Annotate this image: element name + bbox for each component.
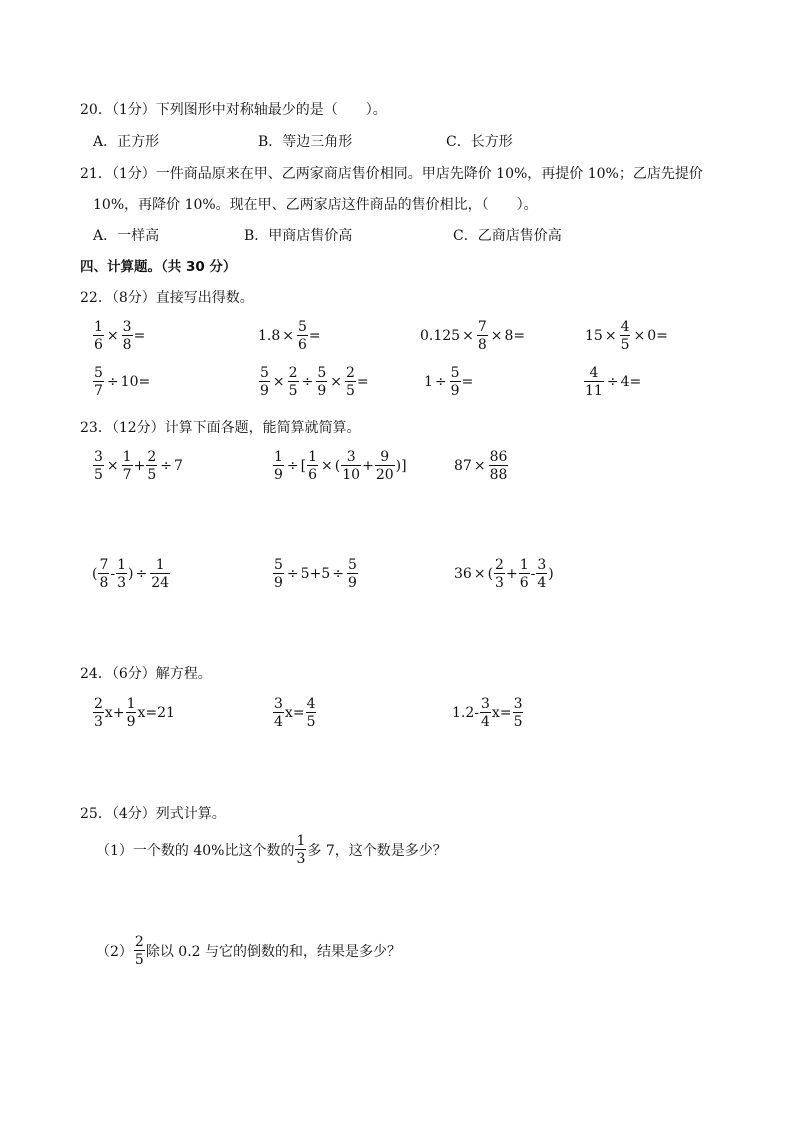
- denominator: 8: [477, 337, 487, 353]
- q20-option-c: C．长方形: [446, 134, 513, 150]
- fraction: [288, 366, 299, 398]
- numerator: 5: [260, 365, 269, 381]
- q22-expr-6: $\frac{5}{9}$ × $\frac{2}{5}$ ÷ $\frac{5}{9}$ × $\frac{2}{5}$ =: [260, 365, 369, 399]
- denominator: 8: [122, 337, 132, 353]
- fraction: [450, 366, 461, 398]
- q22-expr-5: $\frac{5}{7}$ ÷ 10 =: [94, 365, 151, 399]
- q24-equation-1: [92, 697, 175, 729]
- numerator: 7: [99, 557, 109, 573]
- numerator: 1: [117, 557, 127, 573]
- numerator: 2: [134, 934, 144, 950]
- numerator: 3: [94, 449, 103, 465]
- q24-equation-3: [452, 697, 524, 729]
- q20-stem: 20．（1分）下列图形中对称轴最少的是（ ）。: [80, 102, 387, 118]
- equals: =: [461, 374, 474, 390]
- q23-stem: 23．（12分）计算下面各题，能简算就简算。: [80, 420, 361, 436]
- numerator: 3: [537, 557, 547, 573]
- fraction: [150, 558, 170, 590]
- equals: =: [356, 374, 369, 390]
- numerator: 2: [288, 365, 298, 381]
- numerator: 1: [519, 557, 529, 573]
- text: （2）: [96, 944, 133, 960]
- denominator: 9: [347, 575, 357, 591]
- fraction: [122, 450, 133, 482]
- denominator: 11: [585, 383, 603, 399]
- denominator: 88: [489, 467, 508, 483]
- denominator: 3: [117, 575, 127, 591]
- denominator: 7: [94, 383, 103, 399]
- denominator: 9: [274, 467, 283, 483]
- fraction: [273, 450, 284, 482]
- q22-expr-8: $\frac{4}{11}$ ÷ 4 =: [585, 365, 642, 399]
- numerator: 5: [274, 557, 283, 573]
- denominator: 9: [274, 575, 283, 591]
- equals: =: [133, 328, 146, 344]
- fraction: [316, 366, 327, 398]
- fraction: [273, 558, 284, 590]
- fraction: [584, 366, 604, 398]
- fraction: [134, 935, 145, 967]
- fraction: [297, 320, 308, 352]
- fraction: [259, 366, 270, 398]
- term: x+: [104, 705, 125, 721]
- fraction: [536, 558, 547, 590]
- denominator: 5: [620, 337, 630, 353]
- number: 5+5: [300, 566, 331, 582]
- numerator: 2: [147, 449, 157, 465]
- fraction: [307, 450, 318, 482]
- denominator: 5: [345, 383, 355, 399]
- section-4-heading: 四、计算题。（共 30 分）: [80, 259, 237, 275]
- q22-expr-2: 1.8 × $\frac{5}{6}$ =: [258, 319, 321, 353]
- fraction: [620, 320, 631, 352]
- equals: =: [308, 328, 321, 344]
- denominator: 20: [375, 467, 394, 483]
- numerator: 3: [513, 696, 523, 712]
- numerator: 3: [274, 696, 283, 712]
- fraction: [494, 558, 505, 590]
- equals: =: [656, 328, 668, 344]
- denominator: 8: [99, 575, 109, 591]
- q23-expr-1: $\frac{3}{5}$ × $\frac{1}{7}$ + $\frac{2}{5}$ ÷ 7: [94, 449, 183, 483]
- fraction: [93, 320, 104, 352]
- number: 4: [620, 374, 630, 390]
- fraction: [513, 697, 524, 729]
- term: x=: [491, 705, 512, 721]
- numerator: 5: [450, 365, 460, 381]
- q22-stem: 22．（8分）直接写出得数。: [80, 290, 254, 306]
- numerator: 7: [477, 319, 487, 335]
- q24-stem: 24．（6分）解方程。: [80, 666, 212, 682]
- number: 7: [173, 458, 183, 474]
- fraction: [519, 558, 530, 590]
- number: 0.125: [420, 328, 461, 344]
- denominator: 10: [342, 467, 361, 483]
- denominator: 9: [126, 714, 136, 730]
- denominator: 4: [274, 714, 283, 730]
- text: 除以 0.2 与它的倒数的和，结果是多少？: [145, 944, 402, 960]
- equals: =: [513, 328, 526, 344]
- q25-part-2: [96, 935, 401, 967]
- numerator: 1: [126, 696, 136, 712]
- numerator: 1: [122, 449, 132, 465]
- number: 15: [585, 328, 603, 344]
- q24-equation-2: [272, 697, 317, 729]
- fraction: [295, 834, 306, 866]
- number: 8: [504, 328, 514, 344]
- fraction: [273, 697, 284, 729]
- numerator: 4: [620, 319, 630, 335]
- fraction: [347, 558, 358, 590]
- numerator: 2: [345, 365, 355, 381]
- denominator: 5: [513, 714, 523, 730]
- number: 0: [647, 328, 657, 344]
- numerator: 1: [308, 449, 318, 465]
- fraction: [345, 366, 356, 398]
- numerator: 86: [489, 449, 508, 465]
- denominator: 3: [94, 714, 103, 730]
- numerator: 1: [150, 558, 170, 574]
- q23-expr-2: $\frac{1}{9}$ ÷ [ $\frac{1}{6}$ × ( $\frac{3}{10}$ + $\frac{9}{20}$ ) ]: [274, 449, 407, 483]
- denominator: 3: [296, 851, 306, 867]
- fraction: [122, 320, 133, 352]
- q23-expr-3: 87 × $\frac{86}{88}$: [454, 449, 508, 483]
- text: 多 7，这个数是多少？: [307, 843, 447, 859]
- number: 1.8: [258, 328, 281, 344]
- fraction: [93, 450, 104, 482]
- fraction: [93, 697, 104, 729]
- q21-stem-line1: 21．（1分）一件商品原来在甲、乙两家商店售价相同。甲店先降价 10%，再提价 10%；乙店先提价: [80, 166, 703, 182]
- denominator: 9: [450, 383, 460, 399]
- number: 87: [454, 458, 472, 474]
- numerator: 1: [274, 449, 283, 465]
- numerator: 1: [296, 833, 306, 849]
- fraction: [489, 450, 509, 482]
- q22-expr-4: 15 × $\frac{4}{5}$ × 0 =: [585, 319, 668, 353]
- q20-option-b: B．等边三角形: [258, 134, 353, 150]
- fraction: [126, 697, 137, 729]
- numerator: 1: [94, 319, 103, 335]
- equals: =: [629, 374, 642, 390]
- fraction: [477, 320, 488, 352]
- numerator: 5: [94, 365, 103, 381]
- denominator: 9: [317, 383, 327, 399]
- term: x=21: [137, 705, 175, 721]
- q23-expr-5: $\frac{5}{9}$ ÷ 5+5 ÷ $\frac{5}{9}$: [274, 557, 357, 591]
- numerator: 4: [584, 366, 604, 382]
- denominator: 5: [94, 467, 103, 483]
- denominator: 5: [147, 467, 157, 483]
- q21-option-c: C．乙商店售价高: [453, 228, 562, 244]
- numerator: 3: [122, 319, 132, 335]
- q21-stem-line2: 10%，再降价 10%。现在甲、乙两家店这件商品的售价相比，（ ）。: [93, 197, 538, 213]
- fraction: [146, 450, 157, 482]
- numerator: 5: [317, 365, 327, 381]
- q21-option-a: A．一样高: [93, 228, 160, 244]
- numerator: 2: [94, 696, 103, 712]
- numerator: 9: [375, 450, 395, 466]
- numerator: 3: [481, 696, 490, 712]
- q22-expr-3: 0.125 × $\frac{7}{8}$ × 8 =: [420, 319, 526, 353]
- numerator: 5: [347, 557, 357, 573]
- denominator: 6: [308, 467, 318, 483]
- q20-option-a: A．正方形: [93, 134, 160, 150]
- q23-expr-4: ( $\frac{7}{8}$ - $\frac{1}{3}$ ) ÷ $\frac{1}{24}$: [92, 557, 170, 591]
- denominator: 6: [94, 337, 103, 353]
- numerator: 4: [306, 696, 316, 712]
- number: 10: [120, 374, 139, 390]
- fraction: [98, 558, 109, 590]
- denominator: 7: [122, 467, 132, 483]
- fraction: [341, 450, 361, 482]
- term: 1.2-: [452, 705, 479, 721]
- denominator: 6: [519, 575, 529, 591]
- q22-expr-1: $\frac{1}{6}$ × $\frac{3}{8}$ =: [94, 319, 146, 353]
- q25-part-1: [96, 834, 447, 866]
- text: （1）一个数的 40%比这个数的: [96, 843, 295, 859]
- numerator: 3: [341, 450, 361, 466]
- equals: =: [138, 374, 151, 390]
- q22-expr-7: 1 ÷ $\frac{5}{9}$ =: [424, 365, 474, 399]
- denominator: 3: [495, 575, 504, 591]
- fraction: [93, 366, 104, 398]
- q25-stem: 25．（4分）列式计算。: [80, 806, 226, 822]
- fraction: [480, 697, 491, 729]
- denominator: 6: [298, 337, 307, 353]
- q23-expr-6: 36 × ( $\frac{2}{3}$ + $\frac{1}{6}$ - $\frac{3}{4}$ ): [454, 557, 554, 591]
- denominator: 5: [306, 714, 316, 730]
- denominator: 9: [260, 383, 269, 399]
- number: 1: [424, 374, 433, 390]
- q21-option-b: B．甲商店售价高: [244, 228, 353, 244]
- denominator: 4: [481, 714, 490, 730]
- denominator: 5: [288, 383, 298, 399]
- number: 36: [454, 566, 472, 582]
- numerator: 5: [298, 319, 307, 335]
- denominator: 5: [134, 952, 144, 968]
- fraction: [116, 558, 127, 590]
- fraction: [375, 450, 395, 482]
- numerator: 2: [495, 557, 504, 573]
- denominator: 4: [537, 575, 547, 591]
- fraction: [306, 697, 317, 729]
- denominator: 24: [151, 575, 170, 591]
- term: x=: [284, 705, 305, 721]
